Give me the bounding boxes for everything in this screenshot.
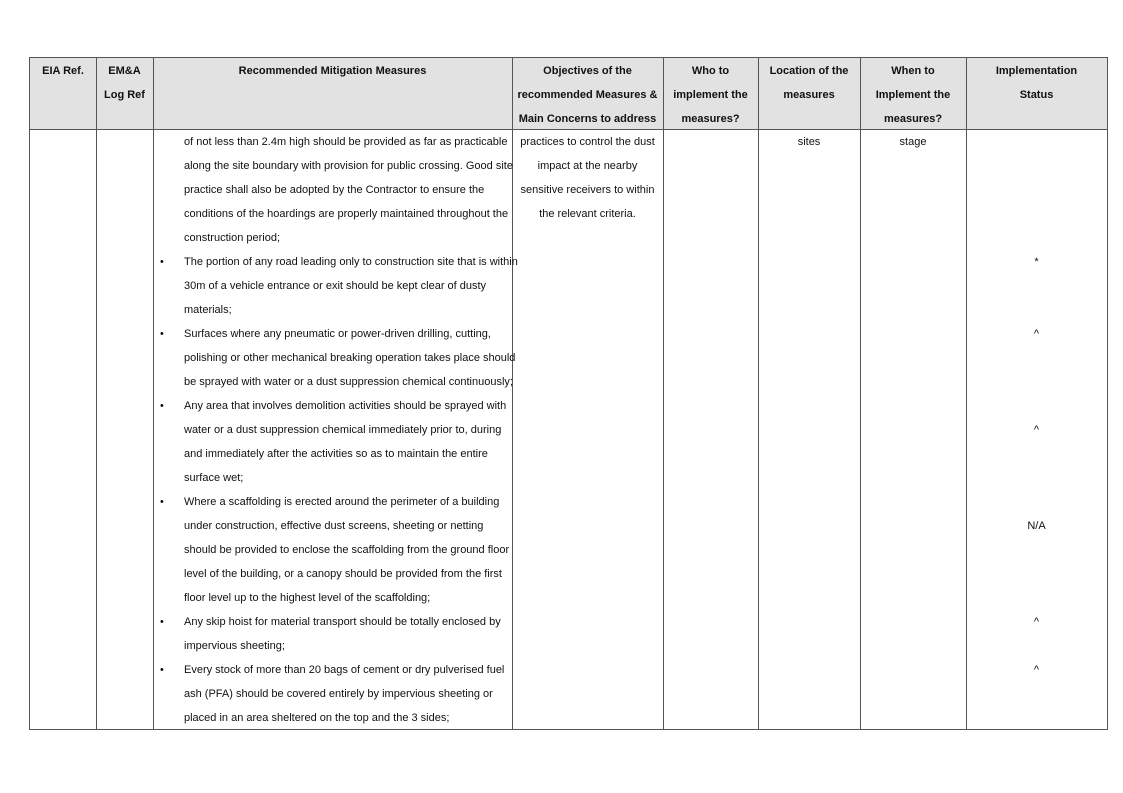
- header-ema-log-ref: [96, 58, 153, 131]
- header-when: [860, 58, 966, 131]
- measure-text-line: placed in an area sheltered on the top and the 3 sides;: [184, 712, 450, 724]
- column-divider: [96, 58, 97, 729]
- measure-text-line: impervious sheeting;: [184, 640, 285, 652]
- measure-text-line: construction period;: [184, 232, 280, 244]
- table-header-row: [30, 58, 1107, 130]
- measure-text-line: and immediately after the activities so as to maintain the entire: [184, 448, 488, 460]
- header-line: Implementation: [995, 65, 1078, 77]
- measure-text-line: ash (PFA) should be covered entirely by impervious sheeting or: [184, 688, 493, 700]
- header-line: Who to: [691, 65, 730, 77]
- measure-text-line: be sprayed with water or a dust suppression chemical continuously;: [184, 376, 513, 388]
- status-value: ^: [1033, 664, 1040, 676]
- measure-text-line: Any area that involves demolition activities should be sprayed with: [184, 400, 507, 412]
- header-line: Objectives of the: [543, 65, 632, 77]
- header-line: Implement the: [875, 89, 951, 101]
- header-line: Location of the: [769, 65, 849, 77]
- header-line: Log Ref: [104, 89, 145, 101]
- header-line: EM&A: [108, 65, 141, 77]
- measure-text-line: conditions of the hoardings are properly maintained throughout the: [184, 208, 509, 220]
- measure-text-line: Every stock of more than 20 bags of cement or dry pulverised fuel: [184, 664, 505, 676]
- status-value: ^: [1033, 328, 1040, 340]
- measure-text-line: surface wet;: [184, 472, 244, 484]
- header-line: Main Concerns to address: [518, 113, 657, 125]
- measure-text-line: floor level up to the highest level of the scaffolding;: [184, 592, 431, 604]
- measure-text-line: The portion of any road leading only to construction site that is within: [184, 256, 518, 268]
- bullet-icon: •: [160, 664, 164, 676]
- status-value: ^: [1033, 616, 1040, 628]
- header-line: measures?: [883, 113, 943, 125]
- measure-text-line: along the site boundary with provision for public crossing. Good site: [184, 160, 513, 172]
- bullet-icon: •: [160, 400, 164, 412]
- status-value: *: [1034, 256, 1039, 268]
- header-line: recommended Measures &: [517, 89, 658, 101]
- header-eia-ref: [30, 58, 96, 131]
- bullet-icon: •: [160, 256, 164, 268]
- measure-text-line: of not less than 2.4m high should be provided as far as practicable: [184, 136, 508, 148]
- measure-text-line: level of the building, or a canopy should be provided from the first: [184, 568, 502, 580]
- objective-text-line: practices to control the dust: [520, 136, 655, 148]
- status-value: N/A: [1027, 520, 1046, 532]
- measure-text-line: should be provided to enclose the scaffolding from the ground floor: [184, 544, 510, 556]
- header-location: [758, 58, 860, 131]
- location-value: sites: [797, 136, 821, 148]
- measure-text-line: practice shall also be adopted by the Contractor to ensure the: [184, 184, 485, 196]
- objective-text-line: the relevant criteria.: [539, 208, 636, 220]
- column-divider: [860, 58, 861, 729]
- bullet-icon: •: [160, 496, 164, 508]
- column-divider: [153, 58, 154, 729]
- bullet-icon: •: [160, 328, 164, 340]
- header-line: implement the: [673, 89, 748, 101]
- header-line: EIA Ref.: [42, 65, 84, 77]
- header-who: [663, 58, 758, 131]
- mitigation-measures-table: [29, 57, 1108, 730]
- measure-text-line: 30m of a vehicle entrance or exit should be kept clear of dusty: [184, 280, 487, 292]
- header-line: When to: [891, 65, 935, 77]
- when-value: stage: [899, 136, 927, 148]
- header-objectives: [512, 58, 663, 131]
- bullet-icon: •: [160, 616, 164, 628]
- header-line: measures: [783, 89, 835, 101]
- column-divider: [758, 58, 759, 729]
- header-status: [966, 58, 1107, 131]
- measure-text-line: polishing or other mechanical breaking operation takes place should: [184, 352, 516, 364]
- objective-text-line: sensitive receivers to within: [520, 184, 655, 196]
- measure-text-line: water or a dust suppression chemical immediately prior to, during: [184, 424, 502, 436]
- header-line: measures?: [681, 113, 740, 125]
- measure-text-line: Surfaces where any pneumatic or power-driven drilling, cutting,: [184, 328, 491, 340]
- status-value: ^: [1033, 424, 1040, 436]
- column-divider: [663, 58, 664, 729]
- header-line: Status: [1019, 89, 1054, 101]
- objective-text-line: impact at the nearby: [537, 160, 638, 172]
- measure-text-line: Any skip hoist for material transport should be totally enclosed by: [184, 616, 501, 628]
- measure-text-line: Where a scaffolding is erected around the perimeter of a building: [184, 496, 500, 508]
- measure-text-line: materials;: [184, 304, 232, 316]
- header-line: Recommended Mitigation Measures: [238, 65, 427, 77]
- measure-text-line: under construction, effective dust screens, sheeting or netting: [184, 520, 484, 532]
- header-recommended-measures: [153, 58, 512, 131]
